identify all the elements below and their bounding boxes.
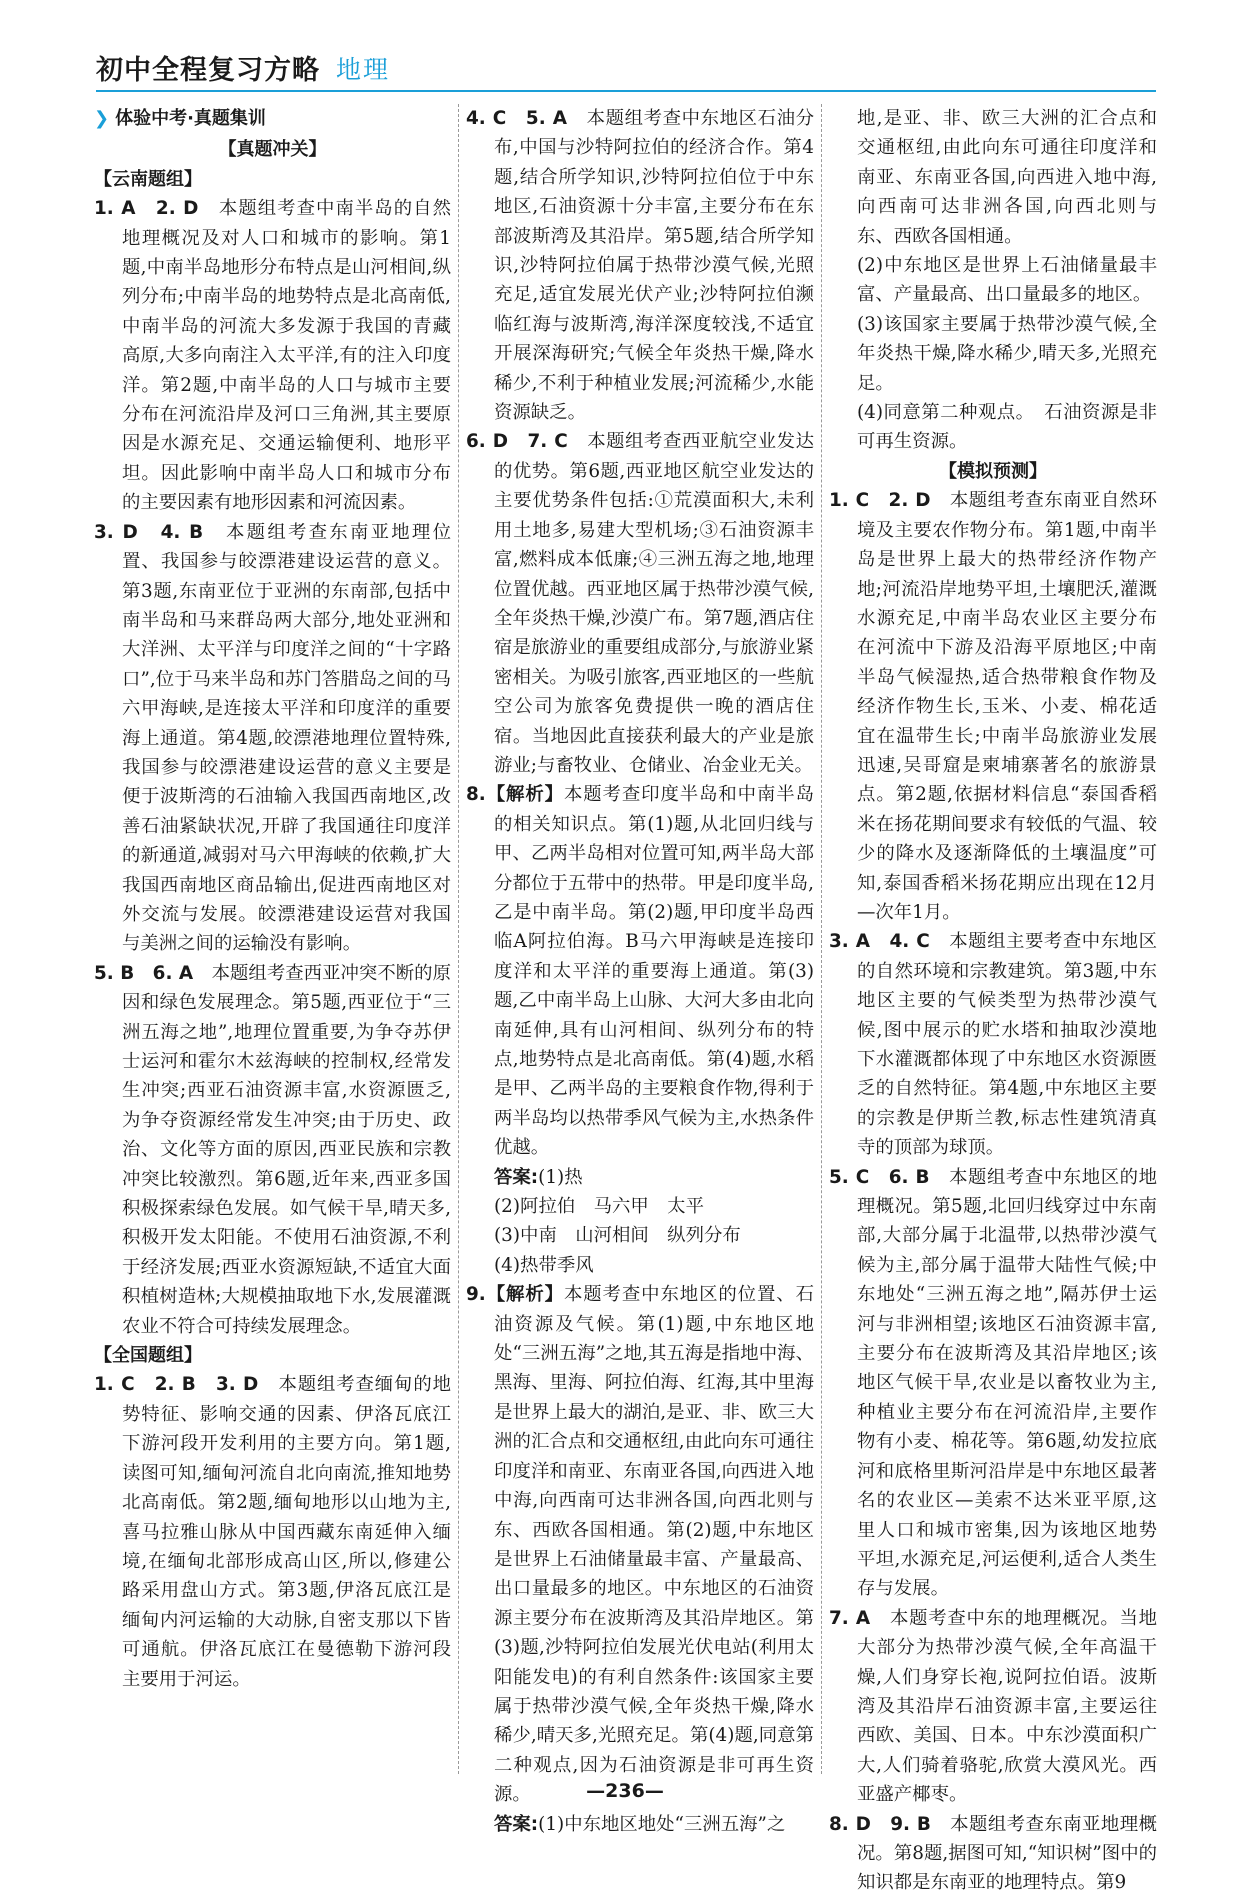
answer-explanation: 本题组考查中南半岛的自然地理概况及对人口和城市的影响。第1题,中南半岛地形分布特点是山河相间,纵列分布;中南半岛的地势特点是北高南低,中南半岛的河流大多发源于我国的青藏高原,大多向南注入太平洋,有的注入印度洋。第2题,中南半岛的人口与城市主要分布在河流沿岸及河口三角洲,其主要原因是水源充足、交通运输便利、地形平坦。因此影响中南半岛人口和城市分布的主要因素有地形因素和河流因素。	[122, 198, 451, 514]
answer-label: 答案:	[494, 1166, 539, 1188]
answer-number: 5. B 6. A	[94, 962, 194, 984]
answer-number: 4. C 5. A	[466, 108, 567, 129]
answer-explanation: 本题组考查西亚冲突不断的原因和绿色发展理念。第5题,西亚位于“三洲五海之地”,地理位置重要,为争夺苏伊士运河和霍尔木兹海峡的控制权,经常发生冲突;西亚石油资源丰富,水资源匮乏,为争夺资源经常发生冲突;由于历史、政治、文化等方面的原因,西亚民族和宗教冲突比较激烈。第6题,近年来,西亚多国积极探索绿色发展。如气候干旱,晴天多,积极开发太阳能。不使用石油资源,不利于经济发展;西亚水资源短缺,不适宜大面积植树造林;大规模抽取地下水,发展灌溉农业不符合可持续发展理念。	[122, 962, 451, 1337]
column-2	[466, 104, 814, 1839]
heading-mock-forecast: 【模拟预测】	[939, 460, 1047, 482]
answer-explanation: 本题组考查中东地区的地理概况。第5题,北回归线穿过中东南部,大部分属于北温带,以热带沙漠气候为主,部分属于温带大陆性气候;中东地处“三洲五海之地”,隔苏伊士运河与非洲相望;该地区石油资源丰富,主要分布在波斯湾及其沿岸地区;该地区气候干旱,农业是以畜牧业为主,种植业主要分布在河流沿岸,主要作物有小麦、棉花等。第6题,幼发拉底河和底格里斯河沿岸是中东地区最著名的农业区—美索不达米亚平原,这里人口和城市密集,因为该地区地势平坦,水源充足,河运便利,适合人类生存与发展。	[857, 1166, 1157, 1600]
column-divider-right	[821, 104, 822, 1774]
answer-key-line: (3)该国家主要属于热带沙漠气候,全年炎热干燥,降水稀少,晴天多,光照充足。	[857, 313, 1157, 394]
answer-number: 9.	[466, 1284, 486, 1306]
answer-explanation: 本题组考查中东地区石油分布,中国与沙特阿拉伯的经济合作。第4题,结合所学知识,沙特阿拉伯位于中东地区,石油资源十分丰富,主要分布在东部波斯湾及其沿岸。第5题,结合所学知识,沙特阿拉伯属于热带沙漠气候,光照充足,适宜发展光伏产业;沙特阿拉伯濒临红海与波斯湾,海洋深度较浅,不适宜开展深海研究;气候全年炎热干燥,降水稀少,不利于种植业发展;河流稀少,水能资源缺乏。	[494, 108, 814, 424]
answer-key-line: (4)同意第二种观点。 石油资源是非可再生资源。	[857, 402, 1157, 453]
answer-item	[466, 427, 814, 780]
answer-explanation: 本题组主要考查中东地区的自然环境和宗教建筑。第3题,中东地区主要的气候类型为热带沙漠气候,图中展示的贮水塔和抽取沙漠地下水灌溉都体现了中东地区水资源匮乏的自然特征。第4题,中东地区主要的宗教是伊斯兰教,标志性建筑清真寺的顶部为球顶。	[857, 931, 1157, 1159]
answer-label: 答案:	[494, 1813, 539, 1835]
answer-number: 1. C 2. B 3. D	[94, 1374, 259, 1396]
answer-key-line: (2)中东地区是世界上石油储量最丰富、产量最高、出口量最多的地区。	[857, 255, 1157, 306]
answer-item	[94, 194, 451, 517]
analysis-label: 【解析】	[485, 1284, 564, 1306]
answer-item	[829, 486, 1157, 927]
answer-number: 8.	[466, 784, 486, 806]
answer-key-line: (4)热带季风	[494, 1254, 594, 1276]
column-3	[829, 104, 1157, 1898]
answer-item	[94, 518, 451, 959]
answer-number: 1. C 2. D	[829, 490, 931, 512]
answer-key-line: 答案:(1)中东地区地处“三洲五海”之	[494, 1813, 786, 1835]
answer-number: 1. A 2. D	[94, 198, 199, 220]
answer-number: 6. D 7. C	[466, 431, 568, 453]
answer-explanation: 本题组考查东南亚地理位置、我国参与皎漂港建设运营的意义。第3题,东南亚位于亚洲的东南部,包括中南半岛和马来群岛两大部分,地处亚洲和大洋洲、太平洋与印度洋之间的“十字路口”,位于马来半岛和苏门答腊岛之间的马六甲海峡,是连接太平洋和印度洋的重要海上通道。第4题,皎漂港地理位置特殊,我国参与皎漂港建设运营的意义主要是便于波斯湾的石油输入我国西南地区,改善石油紧缺状况,开辟了我国通往印度洋的新通道,减弱对马六甲海峡的依赖,扩大我国西南地区商品输出,促进西南地区对外交流与发展。皎漂港建设运营对我国与美洲之间的运输没有影响。	[122, 521, 451, 955]
analysis-label: 【解析】	[485, 784, 564, 806]
answer-explanation: 本题组考查缅甸的地势特征、影响交通的因素、伊洛瓦底江下游河段开发利用的主要方向。第1题,读图可知,缅甸河流自北向南流,推知地势北高南低。第2题,缅甸地形以山地为主,喜马拉雅山脉从中国西藏东南延伸入缅境,在缅甸北部形成高山区,所以,修建公路采用盘山方式。第3题,伊洛瓦底江是缅甸内河运输的大动脉,自密支那以下皆可通航。伊洛瓦底江在曼德勒下游河段主要用于河运。	[122, 1374, 451, 1690]
answer-item	[466, 780, 814, 1162]
answer-number: 5. C 6. B	[829, 1166, 930, 1188]
subject-label: 地理	[336, 55, 391, 84]
answer-item	[829, 1604, 1157, 1810]
group-heading-yunnan: 【云南题组】	[94, 168, 202, 190]
answer-explanation: 本题考查印度半岛和中南半岛的相关知识点。第(1)题,从北回归线与甲、乙两半岛相对位置可知,两半岛大部分都位于五带中的热带。甲是印度半岛,乙是中南半岛。第(2)题,甲印度半岛西临A阿拉伯海。B马六甲海峡是连接印度洋和太平洋的重要海上通道。第(3)题,乙中南半岛上山脉、大河大多由北向南延伸,具有山河相间、纵列分布的特点,地势特点是北高南低。第(4)题,水稻是甲、乙两半岛的主要粮食作物,得利于两半岛均以热带季风气候为主,水热条件优越。	[494, 784, 814, 1159]
answer-number: 7. A	[829, 1607, 871, 1629]
page-header	[96, 48, 1156, 94]
section-banner: ❯ 体验中考·真题集训	[94, 108, 266, 129]
header-rule	[96, 90, 1156, 92]
column-1	[94, 104, 451, 1694]
answer-item	[94, 1370, 451, 1693]
answer-explanation: 本题考查中东的地理概况。当地大部分为热带沙漠气候,全年高温干燥,人们身穿长袍,说阿拉伯语。波斯湾及其沿岸石油资源丰富,主要运往西欧、美国、日本。中东沙漠面积广大,人们骑着骆驼,欣赏大漠风光。西亚盛产椰枣。	[857, 1607, 1157, 1806]
page-number: —236—	[586, 1780, 664, 1802]
answer-number: 3. A 4. C	[829, 931, 930, 953]
answer-key-line: (3)中南 山河相间 纵列分布	[494, 1225, 741, 1247]
answer-item	[466, 104, 814, 427]
chevron-right-icon: ❯	[94, 108, 110, 129]
answer-explanation: 本题组考查东南亚地理概况。第8题,据图可知,“知识树”图中的知识都是东南亚的地理特点。第9	[857, 1813, 1157, 1894]
column-divider-left	[458, 104, 459, 1774]
answer-item	[94, 959, 451, 1341]
answer-item	[829, 1810, 1157, 1898]
answer-number: 3. D 4. B	[94, 521, 204, 543]
heading-real-exam: 【真题冲关】	[218, 139, 327, 161]
answer-explanation: 本题组考查东南亚自然环境及主要农作物分布。第1题,中南半岛是世界上最大的热带经济作物产地;河流沿岸地势平坦,土壤肥沃,灌溉水源充足,中南半岛农业区主要分布在河流中下游及沿海平原地区;中南半岛气候湿热,适合热带粮食作物及经济作物生长,玉米、小麦、棉花适宜在温带生长;中南半岛旅游业发展迅速,吴哥窟是柬埔寨著名的旅游景点。第2题,依据材料信息“泰国香稻米在扬花期间要求有较低的气温、较少的降水及逐渐降低的土壤温度”可知,泰国香稻米扬花期应出现在12月—次年1月。	[857, 490, 1157, 923]
answer-item	[829, 927, 1157, 1162]
answer-key-line: 答案:(1)热	[494, 1166, 583, 1188]
answer-explanation: 本题考查中东地区的位置、石油资源及气候。第(1)题,中东地区地处“三洲五海”之地,其五海是指地中海、黑海、里海、阿拉伯海、红海,其中里海是世界上最大的湖泊,是亚、非、欧三大洲的汇合点和交通枢纽,由此向东可通往印度洋和南亚、东南亚各国,向西进入地中海,向西南可达非洲各国,向西北则与东、西欧各国相通。第(2)题,中东地区是世界上石油储量最丰富、产量最高、出口量最多的地区。中东地区的石油资源主要分布在波斯湾及其沿岸地区。第(3)题,沙特阿拉伯发展光伏电站(利用太阳能发电)的有利自然条件:该国家主要属于热带沙漠气候,全年炎热干燥,降水稀少,晴天多,光照充足。第(4)题,同意第二种观点,因为石油资源是非可再生资源。	[494, 1284, 814, 1806]
answer-item	[829, 1163, 1157, 1604]
answer-number: 8. D 9. B	[829, 1813, 931, 1835]
group-heading-national: 【全国题组】	[94, 1345, 202, 1367]
answer-key-line: (2)阿拉伯 马六甲 太平	[494, 1196, 704, 1218]
answer-key-continued: 地,是亚、非、欧三大洲的汇合点和交通枢纽,由此向东可通往印度洋和南亚、东南亚各国,向西进入地中海,向西南可达非洲各国,向西北则与东、西欧各国相通。	[857, 108, 1157, 247]
answer-explanation: 本题组考查西亚航空业发达的优势。第6题,西亚地区航空业发达的主要优势条件包括:①荒漠面积大,未利用土地多,易建大型机场;③石油资源丰富,燃料成本低廉;④三洲五海之地,地理位置优越。西亚地区属于热带沙漠气候,全年炎热干燥,沙漠广布。第7题,酒店住宿是旅游业的重要组成部分,与旅游业紧密相关。为吸引旅客,西亚地区的一些航空公司为旅客免费提供一晚的酒店住宿。当地因此直接获利最大的产业是旅游业;与畜牧业、仓储业、冶金业无关。	[494, 431, 814, 776]
book-title: 初中全程复习方略	[96, 55, 320, 86]
answer-item	[466, 1280, 814, 1809]
